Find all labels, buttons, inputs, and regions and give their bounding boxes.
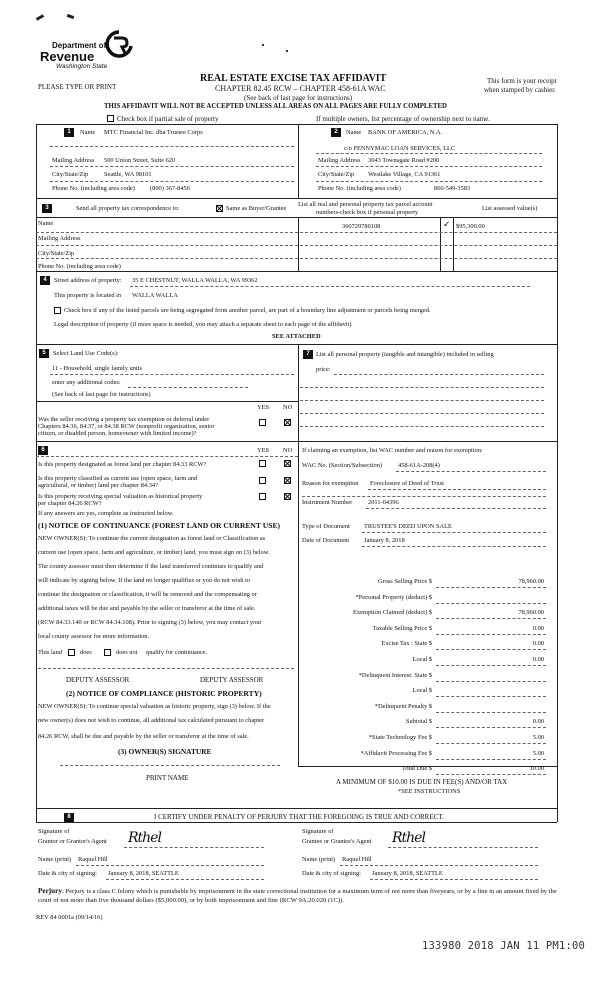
see-back: (See back of last page for instructions) bbox=[244, 94, 353, 102]
s2-phone-label: Phone No. (including area code) bbox=[318, 185, 401, 192]
s7-instrument-label: Instrument Number bbox=[302, 499, 353, 506]
s8-grantee-label: Grantee or Grantee's Agent bbox=[302, 838, 372, 845]
s2-phone[interactable]: 866-549-3583 bbox=[434, 185, 471, 192]
totals-row-line bbox=[436, 603, 546, 604]
s5-yes-checkbox[interactable] bbox=[259, 419, 266, 426]
section-divider bbox=[36, 198, 557, 199]
minimum-fee-notice: A MINIMUM OF $10.00 IS DUE IN FEE(S) AND/OR TAX bbox=[336, 778, 508, 786]
totals-row-label: *Personal Property (deduct) $ bbox=[355, 594, 432, 601]
section-divider bbox=[36, 808, 557, 809]
s6-notice2-line3: 84.26 RCW, shall be due and payable by the seller or transferor at the time of sale. bbox=[38, 733, 249, 740]
revenue-logo-icon bbox=[104, 30, 134, 58]
s7-docdate[interactable]: January 8, 2018 bbox=[364, 537, 405, 544]
s3-city-label: City/State/Zip bbox=[38, 250, 75, 257]
totals-row-line bbox=[436, 665, 546, 666]
s1-mailing-label: Mailing Address bbox=[52, 157, 95, 164]
s8-divider bbox=[76, 865, 264, 866]
s3-personal-checkmark-icon: ✓ bbox=[443, 219, 451, 229]
scan-speck bbox=[286, 50, 288, 52]
section-7-badge: 7 bbox=[303, 350, 313, 359]
form-title: REAL ESTATE EXCISE TAX AFFIDAVIT bbox=[200, 73, 387, 84]
totals-row-value[interactable]: 78,960.00 bbox=[518, 609, 544, 616]
s6-notice2-title: (2) NOTICE OF COMPLIANCE (HISTORIC PROPERTY) bbox=[66, 689, 262, 698]
s6-notice1-line3: The county assessor must then determine if the land transferred continues to qualify and bbox=[38, 563, 264, 570]
multiple-owners-label: If multiple owners, list percentage of ownership next to name. bbox=[316, 115, 490, 123]
s1-divider bbox=[50, 181, 294, 182]
s6-land-label: This land bbox=[38, 649, 62, 656]
s4-segregated-label: Check box if any of the listed parcels are being segregated from another parcel, are part of a boundary line adjustment or parcels being merged. bbox=[64, 307, 431, 314]
s1-mailing[interactable]: 500 Union Street, Suite 620 bbox=[104, 157, 176, 164]
s6-q3-no-checkbox[interactable] bbox=[284, 493, 291, 500]
s6-notice2-line2: new owner(s) does not wish to continue, all additional tax calculated pursuant to chapter bbox=[38, 717, 265, 724]
perjury-label: Perjury bbox=[38, 887, 62, 895]
s6-divider bbox=[36, 456, 298, 457]
s5-divider bbox=[50, 374, 294, 375]
s4-street[interactable]: 35 E CHESTNUT, WALLA WALLA, WA 99362 bbox=[132, 277, 258, 284]
s8-name-label-left: Name (print) bbox=[38, 856, 72, 863]
s2-divider bbox=[316, 153, 542, 154]
s3-mailing-label: Mailing Address bbox=[38, 235, 81, 242]
s7-doctype-label: Type of Document bbox=[302, 523, 350, 530]
s5-no-checkbox[interactable] bbox=[284, 419, 291, 426]
s6-notice1-line8: local county assessor for more information. bbox=[38, 633, 150, 640]
form-id: REV 84 0001a (09/14/16) bbox=[36, 914, 103, 921]
totals-row-label: Excise Tax : State $ bbox=[381, 640, 432, 647]
s5-see-back: (See back of last page for instructions) bbox=[52, 391, 151, 398]
section-divider bbox=[36, 271, 557, 272]
s6-if-yes: If any answers are yes, complete as instructed below. bbox=[38, 510, 174, 517]
s4-segregated-checkbox[interactable] bbox=[54, 307, 61, 314]
logo-line1: Department of bbox=[52, 41, 107, 50]
s2-city-label: City/State/Zip bbox=[318, 171, 355, 178]
s6-owner-signature: (3) OWNER(S) SIGNATURE bbox=[118, 747, 212, 756]
totals-row-value[interactable]: 10.00 bbox=[529, 765, 544, 772]
s2-divider bbox=[316, 166, 542, 167]
totals-row-value[interactable]: 0.00 bbox=[532, 656, 544, 663]
s6-q3-line2: per chapter 84.26 RCW? bbox=[38, 500, 102, 507]
s7-divider bbox=[334, 374, 544, 375]
s3-same-checkbox[interactable] bbox=[216, 205, 223, 212]
section-divider bbox=[36, 441, 557, 442]
s7-divider bbox=[300, 387, 544, 388]
totals-row-label: Total Due $ bbox=[401, 765, 432, 772]
s8-date-right[interactable]: January 8, 2018, SEATTLE bbox=[372, 870, 443, 877]
please-type: PLEASE TYPE OR PRINT bbox=[38, 83, 117, 91]
receipt-line2: when stamped by cashier. bbox=[484, 86, 556, 94]
s7-divider bbox=[300, 413, 544, 414]
s3-column-divider bbox=[298, 217, 299, 271]
totals-row-line bbox=[436, 743, 546, 744]
s5-no-header: NO bbox=[283, 404, 293, 411]
logo bbox=[38, 30, 148, 74]
section-divider bbox=[36, 344, 557, 345]
s6-q3-yes-checkbox[interactable] bbox=[259, 493, 266, 500]
s6-notice1-line4: will indicate by signing below. If the land no longer qualifies or you do not wish to bbox=[38, 577, 251, 584]
totals-row-label: *Affidavit Processing Fee $ bbox=[360, 750, 432, 757]
s3-name-label: Name bbox=[38, 220, 54, 227]
s6-notice1-line6: additional taxes will be due and payable by the seller or transferor at the time of sale. bbox=[38, 605, 256, 612]
s5-divider bbox=[36, 401, 298, 402]
s8-date-label-left: Date & city of signing: bbox=[38, 870, 97, 877]
s1-name[interactable]: MTC Financial Inc. dba Trustee Corps bbox=[104, 129, 203, 136]
section-6-badge: 6 bbox=[38, 446, 48, 455]
section-5-badge: 5 bbox=[39, 349, 49, 358]
s8-signature-line bbox=[388, 847, 538, 848]
s7-divider bbox=[362, 546, 546, 547]
s6-does-not-checkbox[interactable] bbox=[104, 649, 111, 656]
s3-send-label: Send all property tax correspondence to: bbox=[76, 205, 180, 212]
totals-row-value[interactable]: 0.00 bbox=[532, 640, 544, 647]
s5-question-line2: Chapters 84.36, 84.37, or 84.38 RCW (nonprofit organization, senior bbox=[38, 423, 215, 430]
section-8-badge: 8 bbox=[64, 813, 74, 822]
s7-price-label: price: bbox=[316, 366, 331, 373]
s3-column-divider bbox=[440, 217, 441, 271]
s6-q2-no-checkbox[interactable] bbox=[284, 477, 291, 484]
s4-located[interactable]: WALLA WALLA bbox=[132, 292, 178, 299]
s2-city[interactable]: Westlake Village, CA 91361 bbox=[368, 171, 441, 178]
s6-does-label: does bbox=[80, 649, 92, 656]
s7-list-label: List all personal property (tangible and intangible) included in selling bbox=[316, 351, 494, 358]
logo-line3: Washington State bbox=[56, 63, 108, 70]
totals-row-line bbox=[436, 634, 546, 635]
totals-row-value[interactable]: 5.00 bbox=[532, 734, 544, 741]
s8-sig-label-right: Signature of bbox=[302, 828, 334, 835]
s6-q1: Is this property designated as forest land per chapter 84.33 RCW? bbox=[38, 461, 207, 468]
s1-divider bbox=[50, 146, 294, 147]
s6-q2-line2: agricultural, or timber) land per chapter 84.34? bbox=[38, 482, 158, 489]
totals-row-value[interactable]: 78,960.00 bbox=[518, 578, 544, 585]
s3-same-label: Same as Buyer/Grantee bbox=[226, 205, 287, 212]
s3-phone-label: Phone No. (including area code) bbox=[38, 263, 121, 270]
totals-row-value[interactable]: 0.00 bbox=[532, 718, 544, 725]
s4-legal-label: Legal description of property (if more space is needed, you may attach a separate sheet to each page of the affidavit) bbox=[54, 321, 352, 328]
s2-divider bbox=[316, 181, 542, 182]
scan-speck bbox=[262, 44, 264, 46]
s8-divider bbox=[340, 865, 538, 866]
s1-name-label: Name bbox=[80, 129, 96, 136]
s7-reason[interactable]: Foreclosure of Deed of Trust bbox=[370, 480, 444, 487]
totals-row-label: Subtotal $ bbox=[405, 718, 432, 725]
s7-wac[interactable]: 458-61A-208(4) bbox=[398, 462, 440, 469]
s1-city[interactable]: Seattle, WA 98101 bbox=[104, 171, 152, 178]
s7-divider bbox=[302, 496, 546, 497]
s8-name-left[interactable]: Raquel Hill bbox=[78, 856, 108, 863]
totals-row-label: *Delinquent Interest: State $ bbox=[358, 672, 432, 679]
s5-yes-header: YES bbox=[257, 404, 270, 411]
s6-notice1-title: (1) NOTICE OF CONTINUANCE (FOREST LAND OR CURRENT USE) bbox=[38, 521, 281, 530]
totals-row-label: Local $ bbox=[412, 687, 432, 694]
s5-question-line3: citizen, or disabled person, homeowner with limited income)? bbox=[38, 430, 197, 437]
s7-divider bbox=[366, 508, 546, 509]
s6-notice1-line7: (RCW 84.33.140 or RCW 84.34.108). Prior to signing (3) below, you may contact your bbox=[38, 619, 262, 626]
s6-print-name: PRINT NAME bbox=[146, 774, 189, 782]
totals-row-label: Taxable Selling Price $ bbox=[372, 625, 432, 632]
s6-yes-header: YES bbox=[257, 447, 270, 454]
form-border-left bbox=[36, 124, 37, 822]
s3-assessed[interactable]: $95,300.00 bbox=[456, 223, 485, 230]
s6-deputy-assessor: DEPUTY ASSESSOR bbox=[66, 676, 130, 684]
s8-name-label-right: Name (print) bbox=[302, 856, 336, 863]
s7-wac-label: WAC No. (Section/Subsection) bbox=[302, 462, 383, 469]
s7-reason-label: Reason for exemption bbox=[302, 480, 359, 487]
s7-instrument[interactable]: 2011-04396 bbox=[368, 499, 399, 506]
s4-divider bbox=[130, 286, 530, 287]
totals-row-label: Exemption Claimed (deduct) $ bbox=[353, 609, 432, 616]
totals-row-label: Local $ bbox=[412, 656, 432, 663]
s8-sig-label-left: Signature of bbox=[38, 828, 70, 835]
s6-signature-line bbox=[38, 668, 294, 669]
form-border-top bbox=[36, 124, 557, 125]
s3-list-label2: numbers-check box if personal property bbox=[316, 209, 419, 216]
s1-phone[interactable]: (800) 367-8456 bbox=[150, 185, 190, 192]
s8-divider bbox=[36, 822, 557, 823]
s8-signature-line bbox=[124, 847, 264, 848]
s7-divider bbox=[362, 532, 546, 533]
s6-deputy-assessor-2: DEPUTY ASSESSOR bbox=[200, 676, 264, 684]
s3-divider bbox=[36, 232, 557, 233]
form-divider-top bbox=[298, 124, 299, 198]
s6-notice1-line2: current use (open space, farm and agriculture, or timber) land, you must sign on (3) below. bbox=[38, 549, 270, 556]
s8-date-left[interactable]: January 8, 2018, SEATTLE bbox=[108, 870, 179, 877]
s3-parcel[interactable]: 360729780108 bbox=[342, 223, 381, 230]
s3-list-label1: List all real and personal property tax parcel account bbox=[298, 201, 433, 208]
s4-see-attached[interactable]: SEE ATTACHED bbox=[272, 333, 321, 340]
totals-row-line bbox=[436, 681, 546, 682]
s7-divider bbox=[368, 489, 546, 490]
perjury-text: : Perjury is a class C felony which is punishable by imprisonment in the state correctional institution for a maximum term of not more than fiveyears, or by a fine in an amount fixed by the court of not more than five thousand dollars ($5,000.00), or by both imprisonment and fine (RCW 9A.20.020 (1C)). bbox=[38, 888, 557, 904]
s6-qualify-label: qualify for continuance. bbox=[146, 649, 208, 656]
totals-row-line bbox=[436, 649, 546, 650]
section-2-badge: 2 bbox=[331, 128, 341, 137]
warning: THIS AFFIDAVIT WILL NOT BE ACCEPTED UNLESS ALL AREAS ON ALL PAGES ARE FULLY COMPLETED bbox=[104, 103, 447, 110]
s8-divider bbox=[370, 879, 538, 880]
s3-assessed-label: List assessed value(s) bbox=[482, 205, 538, 212]
s8-grantor-label: Grantor or Grantor's Agent bbox=[38, 838, 107, 845]
s8-divider bbox=[106, 879, 264, 880]
s7-divider bbox=[396, 471, 546, 472]
s1-phone-label: Phone No. (including area code) bbox=[52, 185, 135, 192]
s3-divider bbox=[36, 245, 557, 246]
s1-city-label: City/State/Zip bbox=[52, 171, 89, 178]
totals-row-label: *Delinquent Penalty $ bbox=[374, 703, 432, 710]
totals-row-label: Gross Selling Price $ bbox=[377, 578, 432, 585]
s5-code[interactable]: 11 - Household, single family units bbox=[52, 365, 142, 372]
perjury-notice bbox=[38, 887, 560, 905]
s7-divider bbox=[300, 426, 544, 427]
totals-row-line bbox=[436, 618, 546, 619]
s6-does-not-label: does not bbox=[116, 649, 138, 656]
totals-row-line bbox=[436, 774, 546, 775]
s8-name-right[interactable]: Raquel Hill bbox=[342, 856, 372, 863]
section-divider bbox=[298, 766, 557, 767]
section-4-badge: 4 bbox=[40, 276, 50, 285]
totals-row-line bbox=[436, 696, 546, 697]
s8-grantee-signature[interactable]: Rthel bbox=[392, 830, 425, 846]
receipt-line1: This form is your receipt bbox=[487, 77, 557, 85]
s8-certify: I CERTIFY UNDER PENALTY OF PERJURY THAT THE FOREGOING IS TRUE AND CORRECT. bbox=[154, 813, 444, 821]
s6-q3-line1: Is this property receiving special valuation as historical property bbox=[38, 493, 203, 500]
s7-divider bbox=[300, 400, 544, 401]
form-subtitle: CHAPTER 82.45 RCW – CHAPTER 458-61A WAC bbox=[215, 84, 386, 93]
s2-mailing-label: Mailing Address bbox=[318, 157, 361, 164]
s6-does-checkbox[interactable] bbox=[68, 649, 75, 656]
s2-name[interactable]: BANK OF AMERICA, N.A. bbox=[368, 129, 443, 136]
s3-divider bbox=[36, 217, 557, 218]
s3-divider bbox=[36, 258, 557, 259]
scan-speck bbox=[67, 14, 75, 19]
s5-select-label: Select Land Use Code(s): bbox=[53, 350, 119, 357]
section-1-badge: 1 bbox=[64, 128, 74, 137]
s5-divider bbox=[128, 387, 248, 388]
logo-line2: Revenue bbox=[40, 49, 95, 64]
s4-street-label: Street address of property: bbox=[54, 277, 122, 284]
s6-notice1-line5: continue the designation or classification, it will be removed and the compensating or bbox=[38, 591, 257, 598]
s1-divider bbox=[50, 166, 294, 167]
s5-enter-label: enter any additional codes: bbox=[52, 379, 121, 386]
s3-column-divider bbox=[453, 217, 454, 271]
totals-row-label: *State Technology Fee $ bbox=[368, 734, 432, 741]
s7-exemption-label: If claiming an exemption, list WAC number and reason for exemption: bbox=[302, 447, 483, 454]
totals-row-value[interactable]: 0.00 bbox=[532, 625, 544, 632]
form-border-right bbox=[557, 124, 558, 822]
section-3-badge: 3 bbox=[42, 204, 52, 213]
partial-sale-label: Check box if partial sale of property bbox=[117, 115, 219, 123]
totals-row-line bbox=[436, 587, 546, 588]
s6-notice2-line1: NEW OWNER(S): To continue special valuation as historic property, sign (3) below. If the bbox=[38, 703, 271, 710]
s7-docdate-label: Date of Document bbox=[302, 537, 350, 544]
s6-q2-line1: Is this property classified as current use (open space, farm and bbox=[38, 475, 198, 482]
s6-q2-yes-checkbox[interactable] bbox=[259, 477, 266, 484]
s6-q1-no-checkbox[interactable] bbox=[284, 460, 291, 467]
s2-name-label: Name bbox=[346, 129, 362, 136]
s2-name-line2[interactable]: c/o PENNYMAC LOAN SERVICES, LLC bbox=[344, 145, 456, 152]
totals-row-line bbox=[436, 727, 546, 728]
scan-speck bbox=[36, 14, 44, 21]
totals-row-line bbox=[436, 759, 546, 760]
s4-located-label: This property is located in bbox=[54, 292, 122, 299]
cashier-stamp: 133980 2018 JAN 11 PM1:00 bbox=[422, 940, 586, 952]
s8-date-label-right: Date & city of signing: bbox=[302, 870, 361, 877]
partial-sale-checkbox[interactable] bbox=[107, 115, 114, 122]
s6-no-header: NO bbox=[283, 447, 293, 454]
s7-doctype[interactable]: TRUSTEE'S DEED UPON SALE bbox=[364, 523, 452, 530]
form-divider-middle bbox=[298, 344, 299, 766]
s5-question-line1: Was the seller receiving a property tax exemption or deferral under bbox=[38, 416, 210, 423]
totals-row-line bbox=[436, 712, 546, 713]
s6-q1-yes-checkbox[interactable] bbox=[259, 460, 266, 467]
s6-notice1-line1: NEW OWNER(S): To continue the current designation as forest land or Classification as bbox=[38, 535, 266, 542]
s8-grantor-signature[interactable]: Rthel bbox=[128, 830, 161, 846]
see-instructions: *SEE INSTRUCTIONS bbox=[398, 788, 461, 795]
s2-mailing[interactable]: 3043 Townsgate Road #200 bbox=[368, 157, 440, 164]
totals-row-value[interactable]: 5.00 bbox=[532, 750, 544, 757]
s6-signature-line bbox=[60, 765, 280, 766]
